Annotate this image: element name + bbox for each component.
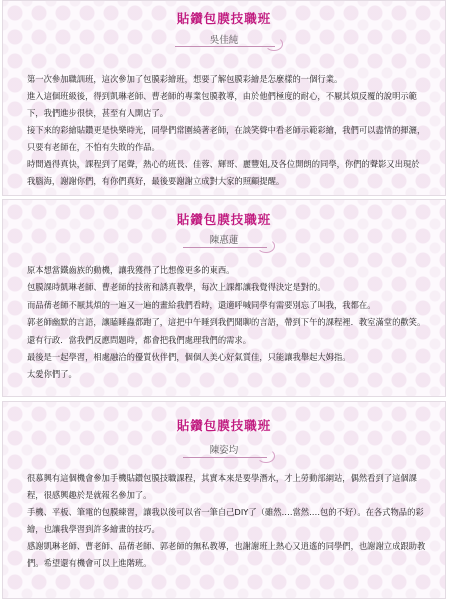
paragraph: 手機、平板、筆電的包膜練習，讓我以後可以省一筆自己DIY了（雖然….當然….包的不好）。在各式物品的彩繪，也讓我學習到許多繪畫的技巧。	[27, 507, 424, 534]
paragraph: 最後是一起學習，相處融洽的優質伙伴們，個個人美心好氣質佳，只能讓我舉起大姆指。	[27, 352, 351, 363]
paragraph: 進入這個班級後，得到凱琳老師、曹老師的專業包膜教導，由於他們極度的耐心，不厭其煩反覆的說明示範下，我們進步很快，甚至有人開店了。	[27, 91, 417, 118]
testimonial-body	[27, 470, 427, 572]
author-name: 吳佳純	[209, 35, 239, 46]
paragraph: 感謝凱琳老師、曹老師、品蒨老師、郭老師的無私教導，也謝謝班上熱心又逍遙的同學們，也謝謝立成跟助教們。希望還有機會可以上進階班。	[27, 541, 426, 568]
paragraph: 很慕興有這個機會參加手機貼鑽包膜技職課程，其實本來是要學潛水，才上勞動部網站，偶然看到了這個課程，很感興趣於是就報名參加了。	[27, 473, 417, 500]
paragraph: 還有行政．當我們反應問題時，都會把我們處理我們的需求。	[27, 334, 252, 345]
paragraph: 原本想當鐵齒族的動機，讓我獲得了比想像更多的東西。	[27, 265, 235, 275]
author-name: 陳惠蓮	[209, 235, 239, 246]
testimonial-body	[27, 262, 427, 384]
paragraph: 包膜課時凱琳老師、曹老師的技術和誘真教學，每次上課都讓我覺得決定是對的。	[27, 282, 326, 293]
title-underline	[183, 457, 267, 458]
paragraph: 而品蒨老師不厭其煩的一遍又一遍的畫給我們看時，還適呼喊同學有需要別忘了叫我，我都在。	[27, 299, 376, 310]
swirl-ornament	[257, 239, 275, 253]
paragraph: 第一次參加職訓班，這次參加了包膜彩繪班，想要了解包膜彩繪是怎麼樣的一個行業。	[27, 74, 343, 84]
paragraph: 時間過得真快，課程到了尾聲，熱心的班長、佳蓉、輝哥、麗豐姐,及各位開朗的同學，你們的聲影又出現於我腦海，謝謝你們，有你們真好，最後要謝謝立成對大家的照顧提醒。	[27, 159, 420, 186]
title-underline	[175, 46, 275, 47]
paragraph: 太愛你們了。	[27, 369, 77, 380]
paragraph: 郭老師幽默的言語，讓瞌睡蟲都跑了，這把中午睡到我們聞聊的言語，帶到下午的課程裡．教室滿堂的歡笑。	[27, 317, 426, 328]
swirl-ornament	[265, 37, 283, 51]
testimonial-panel-1	[2, 0, 446, 196]
testimonial-body	[27, 71, 427, 190]
title-underline	[183, 247, 267, 248]
paragraph: 接下來的彩繪貼鑽更是快樂時光，同學們常圍繞著老師，在談笑聲中看老師示範彩繪，我們可以盡情的揮灑，只要有老師在，不怕有失敗的作品。	[27, 125, 426, 152]
section-title: 貼鑽包膜技職班	[176, 212, 272, 227]
swirl-ornament	[257, 449, 275, 463]
testimonial-panel-3	[2, 401, 446, 599]
author-name: 陳姿均	[209, 445, 239, 456]
testimonial-panel-2	[2, 199, 446, 397]
section-title: 貼鑽包膜技職班	[176, 418, 272, 433]
section-title: 貼鑽包膜技職班	[176, 11, 272, 26]
